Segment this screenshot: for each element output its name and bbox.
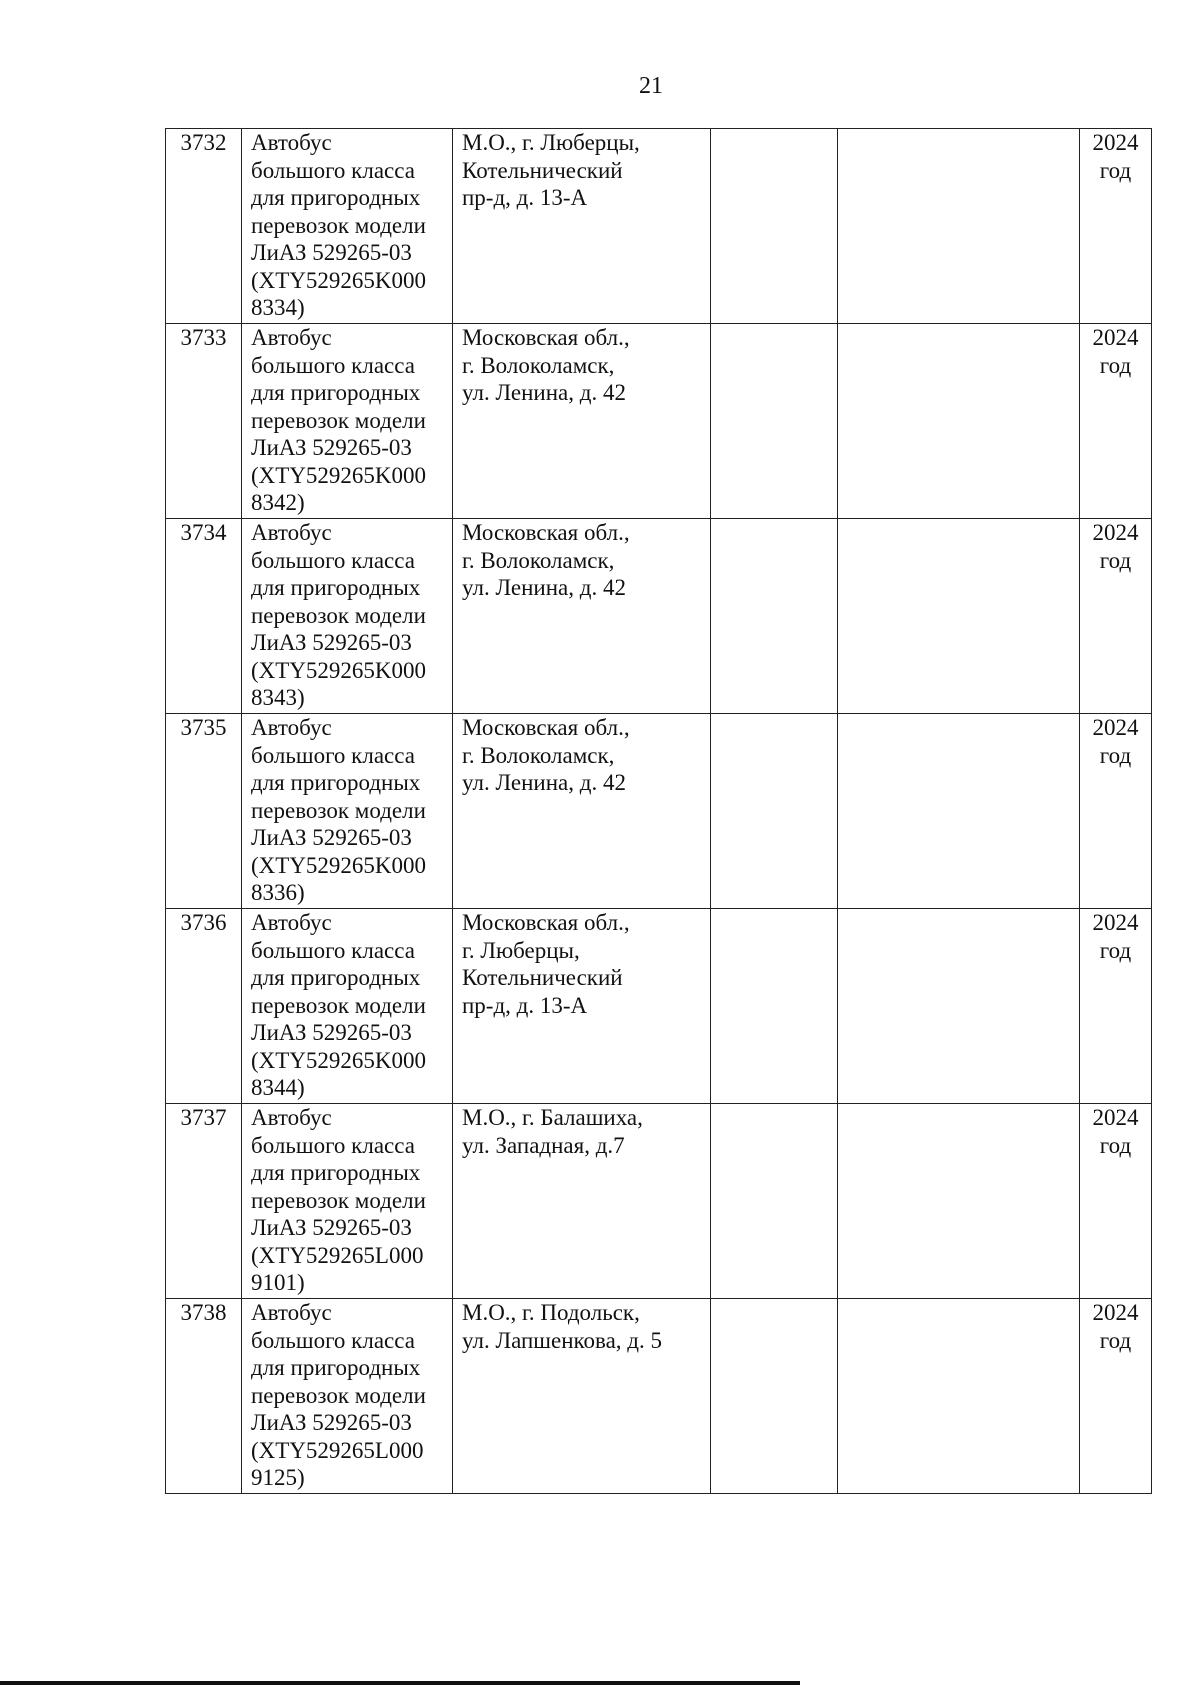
- year-value: 2024: [1092, 715, 1139, 740]
- page-number: 21: [639, 73, 663, 99]
- vehicle-name-line: для пригородных: [251, 965, 421, 990]
- address-line: Московская обл.,: [462, 325, 630, 350]
- vehicle-name-line: большого класса: [251, 742, 415, 768]
- year-cell: [1080, 1299, 1152, 1494]
- vehicle-name-line: 8336): [251, 880, 305, 905]
- vehicle-name-line: ЛиАЗ 529265-03: [251, 240, 412, 265]
- row-number-cell: 3738: [166, 1299, 242, 1494]
- table-row: [166, 909, 1152, 1104]
- vehicle-name-line: Автобус: [251, 1105, 332, 1130]
- vehicle-name-line: перевозок модели: [251, 212, 426, 238]
- vehicle-name-line: большого класса: [251, 352, 415, 378]
- vehicle-name-cell: [242, 714, 453, 909]
- vehicle-name-line: большого класса: [251, 937, 415, 963]
- address-line: г. Волоколамск,: [462, 547, 615, 573]
- vehicle-name-cell: [242, 519, 453, 714]
- vehicle-name-line: (XTY529265L000: [251, 1437, 424, 1463]
- row-number-cell: 3732: [166, 129, 242, 324]
- vehicle-name-line: Автобус: [251, 130, 332, 155]
- address-line: Котельнический: [462, 965, 623, 990]
- year-cell: [1080, 129, 1152, 324]
- address-line: ул. Западная, д.7: [462, 1132, 625, 1158]
- vehicle-name-line: Автобус: [251, 1300, 332, 1325]
- year-cell: [1080, 909, 1152, 1104]
- address-line: Московская обл.,: [462, 910, 630, 935]
- year-value: 2024: [1092, 910, 1139, 935]
- empty-cell-col4: [711, 909, 838, 1104]
- vehicle-name-line: перевозок модели: [251, 602, 426, 628]
- row-number-cell: 3737: [166, 1104, 242, 1299]
- table-row: [166, 324, 1152, 519]
- vehicle-name-cell: [242, 1299, 453, 1494]
- year-cell: [1080, 519, 1152, 714]
- year-value: 2024: [1092, 520, 1139, 545]
- vehicle-name-line: для пригородных: [251, 575, 421, 600]
- vehicle-name-line: 9101): [251, 1270, 305, 1295]
- empty-cell-col5: [838, 129, 1080, 324]
- address-cell: [453, 324, 711, 519]
- empty-cell-col4: [711, 1104, 838, 1299]
- year-cell: [1080, 714, 1152, 909]
- address-line: ул. Лапшенкова, д. 5: [462, 1327, 662, 1353]
- address-line: Московская обл.,: [462, 520, 630, 545]
- vehicle-name-cell: [242, 909, 453, 1104]
- year-value: 2024: [1092, 325, 1139, 350]
- vehicle-name-line: Автобус: [251, 325, 332, 350]
- vehicle-name-line: 8342): [251, 490, 305, 515]
- vehicle-name-line: 8344): [251, 1075, 305, 1100]
- address-cell: [453, 129, 711, 324]
- address-line: г. Люберцы,: [462, 937, 580, 963]
- empty-cell-col5: [838, 909, 1080, 1104]
- address-line: М.О., г. Балашиха,: [462, 1105, 643, 1130]
- vehicle-name-line: для пригородных: [251, 380, 421, 405]
- vehicle-name-line: 8343): [251, 685, 305, 710]
- address-line: г. Волоколамск,: [462, 742, 615, 768]
- empty-cell-col4: [711, 129, 838, 324]
- row-number-cell: 3734: [166, 519, 242, 714]
- row-number-cell: 3733: [166, 324, 242, 519]
- year-cell: [1080, 1104, 1152, 1299]
- year-cell: [1080, 324, 1152, 519]
- vehicle-name-line: (XTY529265K000: [251, 852, 427, 878]
- vehicle-name-line: ЛиАЗ 529265-03: [251, 1020, 412, 1045]
- table-row: [166, 714, 1152, 909]
- address-line: М.О., г. Подольск,: [462, 1300, 640, 1325]
- year-unit: год: [1099, 157, 1132, 183]
- vehicle-name-line: ЛиАЗ 529265-03: [251, 825, 412, 850]
- vehicle-name-line: для пригородных: [251, 185, 421, 210]
- vehicle-name-cell: [242, 129, 453, 324]
- vehicle-name-line: перевозок модели: [251, 1382, 426, 1408]
- year-unit: год: [1099, 742, 1132, 768]
- vehicle-name-line: перевозок модели: [251, 407, 426, 433]
- vehicle-name-line: Автобус: [251, 910, 332, 935]
- address-cell: [453, 909, 711, 1104]
- year-value: 2024: [1092, 1105, 1139, 1130]
- vehicle-name-cell: [242, 324, 453, 519]
- vehicle-name-line: (XTY529265L000: [251, 1242, 424, 1268]
- empty-cell-col4: [711, 714, 838, 909]
- vehicle-name-line: (XTY529265K000: [251, 267, 427, 293]
- address-cell: [453, 1299, 711, 1494]
- address-line: пр-д, д. 13-А: [462, 992, 588, 1018]
- vehicle-name-line: перевозок модели: [251, 992, 426, 1018]
- empty-cell-col5: [838, 1299, 1080, 1494]
- row-number-cell: 3735: [166, 714, 242, 909]
- vehicle-name-line: (XTY529265K000: [251, 1047, 427, 1073]
- empty-cell-col5: [838, 714, 1080, 909]
- empty-cell-col5: [838, 324, 1080, 519]
- vehicle-name-line: (XTY529265K000: [251, 657, 427, 683]
- vehicle-table: [165, 128, 1152, 1494]
- row-number-cell: 3736: [166, 909, 242, 1104]
- address-line: Котельнический: [462, 157, 623, 183]
- empty-cell-col5: [838, 519, 1080, 714]
- vehicle-name-line: ЛиАЗ 529265-03: [251, 1215, 412, 1240]
- year-unit: год: [1099, 1327, 1132, 1353]
- vehicle-name-line: перевозок модели: [251, 797, 426, 823]
- vehicle-name-line: 9125): [251, 1465, 305, 1490]
- vehicle-name-line: 8334): [251, 295, 305, 320]
- vehicle-name-line: ЛиАЗ 529265-03: [251, 630, 412, 655]
- empty-cell-col4: [711, 519, 838, 714]
- address-cell: [453, 1104, 711, 1299]
- table-row: [166, 519, 1152, 714]
- table-row: [166, 129, 1152, 324]
- address-line: г. Волоколамск,: [462, 352, 615, 378]
- vehicle-name-line: (XTY529265K000: [251, 462, 427, 488]
- year-unit: год: [1099, 352, 1132, 378]
- vehicle-name-line: большого класса: [251, 1132, 415, 1158]
- table-row: [166, 1299, 1152, 1494]
- address-line: М.О., г. Люберцы,: [462, 130, 640, 155]
- address-cell: [453, 519, 711, 714]
- address-line: Московская обл.,: [462, 715, 630, 740]
- vehicle-name-line: для пригородных: [251, 770, 421, 795]
- year-unit: год: [1099, 937, 1132, 963]
- vehicle-name-line: большого класса: [251, 1327, 415, 1353]
- vehicle-name-line: Автобус: [251, 520, 332, 545]
- empty-cell-col4: [711, 324, 838, 519]
- bottom-scan-edge: [0, 1681, 800, 1685]
- year-unit: год: [1099, 547, 1132, 573]
- address-line: ул. Ленина, д. 42: [462, 575, 626, 600]
- address-line: пр-д, д. 13-А: [462, 185, 588, 210]
- address-line: ул. Ленина, д. 42: [462, 380, 626, 405]
- address-cell: [453, 714, 711, 909]
- vehicle-name-line: для пригородных: [251, 1355, 421, 1380]
- vehicle-name-line: для пригородных: [251, 1160, 421, 1185]
- vehicle-name-line: ЛиАЗ 529265-03: [251, 435, 412, 460]
- vehicle-name-line: перевозок модели: [251, 1187, 426, 1213]
- vehicle-name-cell: [242, 1104, 453, 1299]
- vehicle-name-line: большого класса: [251, 547, 415, 573]
- year-unit: год: [1099, 1132, 1132, 1158]
- vehicle-name-line: ЛиАЗ 529265-03: [251, 1410, 412, 1435]
- year-value: 2024: [1092, 130, 1139, 155]
- vehicle-name-line: Автобус: [251, 715, 332, 740]
- empty-cell-col5: [838, 1104, 1080, 1299]
- vehicle-name-line: большого класса: [251, 157, 415, 183]
- year-value: 2024: [1092, 1300, 1139, 1325]
- empty-cell-col4: [711, 1299, 838, 1494]
- table-row: [166, 1104, 1152, 1299]
- address-line: ул. Ленина, д. 42: [462, 770, 626, 795]
